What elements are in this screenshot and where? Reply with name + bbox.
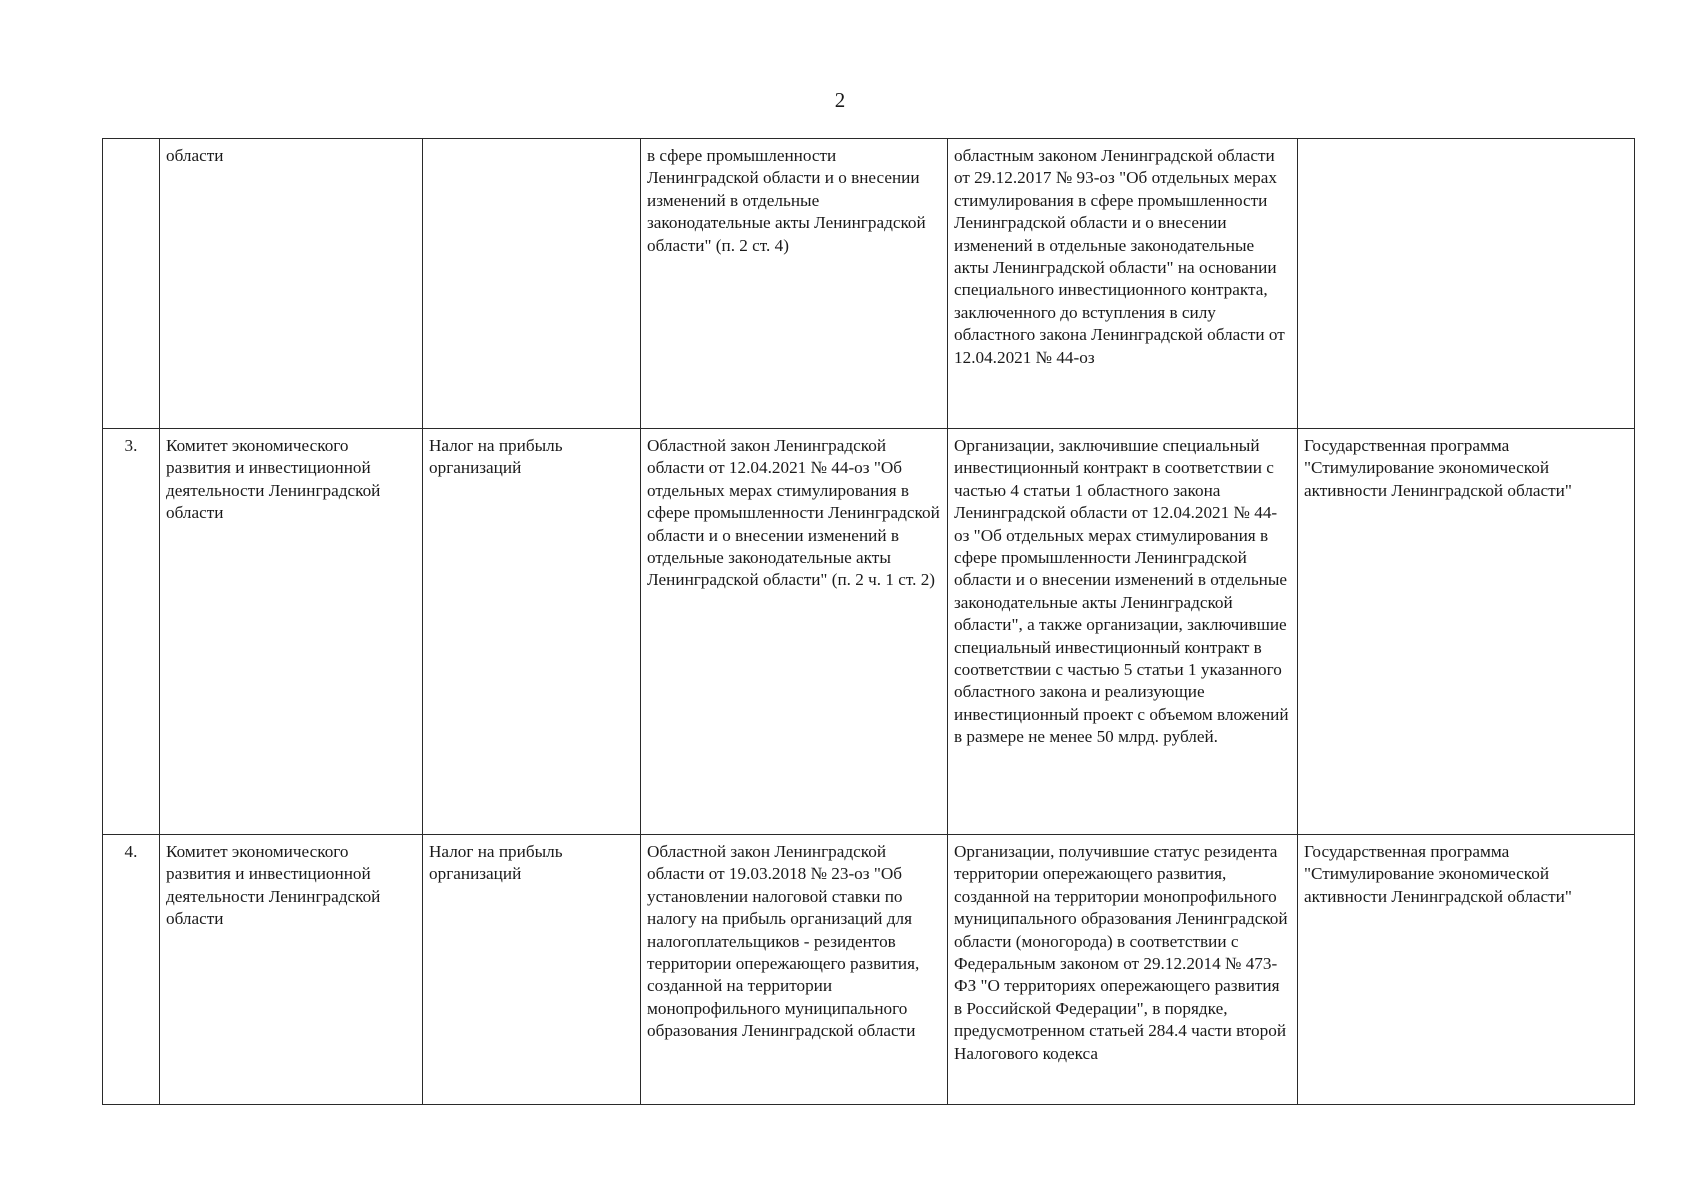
curator-cell: Комитет экономического развития и инвестиционной деятельности Ленинградской области (160, 429, 423, 835)
taxpayer-category-cell: Организации, заключившие специальный инвестиционный контракт в соответствии с частью 4 статьи 1 областного закона Ленинградской области от 12.04.2021 № 44-оз "Об отдельных мерах стимулирования в сфере промышленности Ленинградской области и о внесении изменений в отдельные законодательные акты Ленинградской области", а также организации, заключившие специальный инвестиционный контракт в соответствии с частью 5 статьи 1 указанного областного закона и реализующие инвестиционный проект с объемом вложений в размере не менее 50 млрд. рублей. (948, 429, 1298, 835)
curator-cell: Комитет экономического развития и инвестиционной деятельности Ленинградской области (160, 835, 423, 1105)
row-number-cell (103, 139, 160, 429)
table-row (103, 835, 1635, 1105)
legal-act-cell: в сфере промышленности Ленинградской области и о внесении изменений в отдельные законодательные акты Ленинградской области" (п. 2 ст. 4) (641, 139, 948, 429)
table-row (103, 429, 1635, 835)
state-program-cell: Государственная программа "Стимулирование экономической активности Ленинградской области" (1298, 429, 1635, 835)
page-number: 2 (834, 88, 846, 112)
state-program-cell: Государственная программа "Стимулирование экономической активности Ленинградской области" (1298, 835, 1635, 1105)
curator-cell: области (160, 139, 423, 429)
tax-cell: Налог на прибыль организаций (423, 835, 641, 1105)
taxpayer-category-cell: областным законом Ленинградской области от 29.12.2017 № 93-оз "Об отдельных мерах стимулирования в сфере промышленности Ленинградской области и о внесении изменений в отдельные законодательные акты Ленинградской области" на основании специального инвестиционного контракта, заключенного до вступления в силу областного закона Ленинградской области от 12.04.2021 № 44-оз (948, 139, 1298, 429)
row-number-cell: 3. (103, 429, 160, 835)
legal-act-cell: Областной закон Ленинградской области от 19.03.2018 № 23-оз "Об установлении налоговой ставки по налогу на прибыль организаций для налогоплательщиков - резидентов территории опережающего развития, созданной на территории монопрофильного муниципального образования Ленинградской области (641, 835, 948, 1105)
tax-cell: Налог на прибыль организаций (423, 429, 641, 835)
row-number-cell: 4. (103, 835, 160, 1105)
tax-benefits-table (102, 138, 1635, 1105)
legal-act-cell: Областной закон Ленинградской области от 12.04.2021 № 44-оз "Об отдельных мерах стимулирования в сфере промышленности Ленинградской области и о внесении изменений в отдельные законодательные акты Ленинградской области" (п. 2 ч. 1 ст. 2) (641, 429, 948, 835)
taxpayer-category-cell: Организации, получившие статус резидента территории опережающего развития, созданной на территории монопрофильного муниципального образования Ленинградской области (моногорода) в соответствии с Федеральным законом от 29.12.2014 № 473-ФЗ "О территориях опережающего развития в Российской Федерации", в порядке, предусмотренном статьей 284.4 части второй Налогового кодекса (948, 835, 1298, 1105)
table-row (103, 139, 1635, 429)
state-program-cell (1298, 139, 1635, 429)
tax-cell (423, 139, 641, 429)
